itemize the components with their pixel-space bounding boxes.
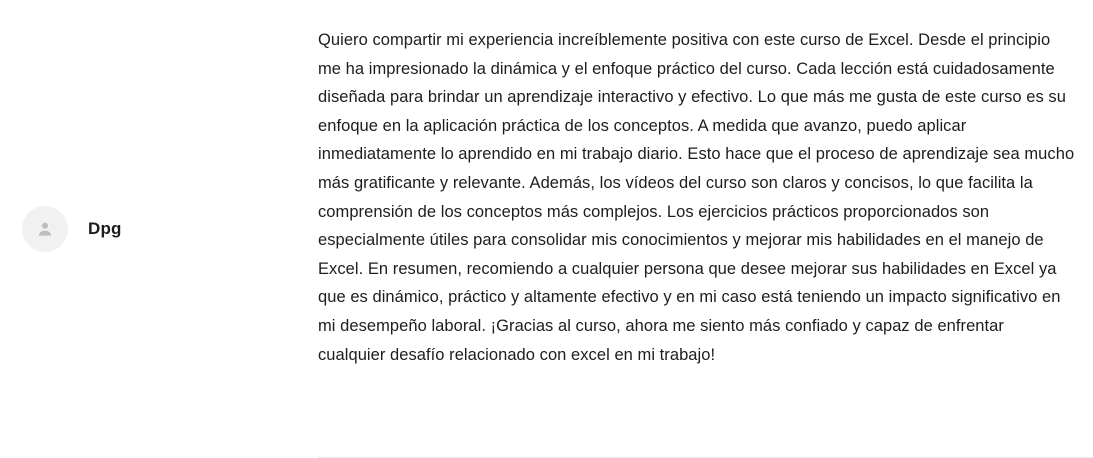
review-author-block xyxy=(0,0,318,458)
avatar xyxy=(22,206,68,252)
user-avatar-icon xyxy=(35,219,55,239)
review-text: Quiero compartir mi experiencia increíblemente positiva con este curso de Excel. Desde el principio me ha impresionado la dinámica y el enfoque práctico del curso. Cada lección está cuidadosamente diseñada para brindar un aprendizaje interactivo y efectivo. Lo que más me gusta de este curso es su enfoque en la aplicación práctica de los conceptos. A medida que avanzo, puedo aplicar inmediatamente lo aprendido en mi trabajo diario. Esto hace que el proceso de aprendizaje sea mucho más gratificante y relevante. Además, los vídeos del curso son claros y concisos, lo que facilita la comprensión de los conceptos más complejos. Los ejercicios prácticos proporcionados son especialmente útiles para consolidar mis conocimientos y mejorar mis habilidades en el manejo de Excel. En resumen, recomiendo a cualquier persona que desee mejorar sus habilidades en Excel ya que es dinámico, práctico y altamente efectivo y en mi caso está teniendo un impacto significativo en mi desempeño laboral. ¡Gracias al curso, ahora me siento más confiado y capaz de enfrentar cualquier desafío relacionado con excel en mi trabajo! xyxy=(318,31,1075,364)
review-body xyxy=(318,0,1093,369)
review-author-name: Dpg xyxy=(88,219,122,238)
